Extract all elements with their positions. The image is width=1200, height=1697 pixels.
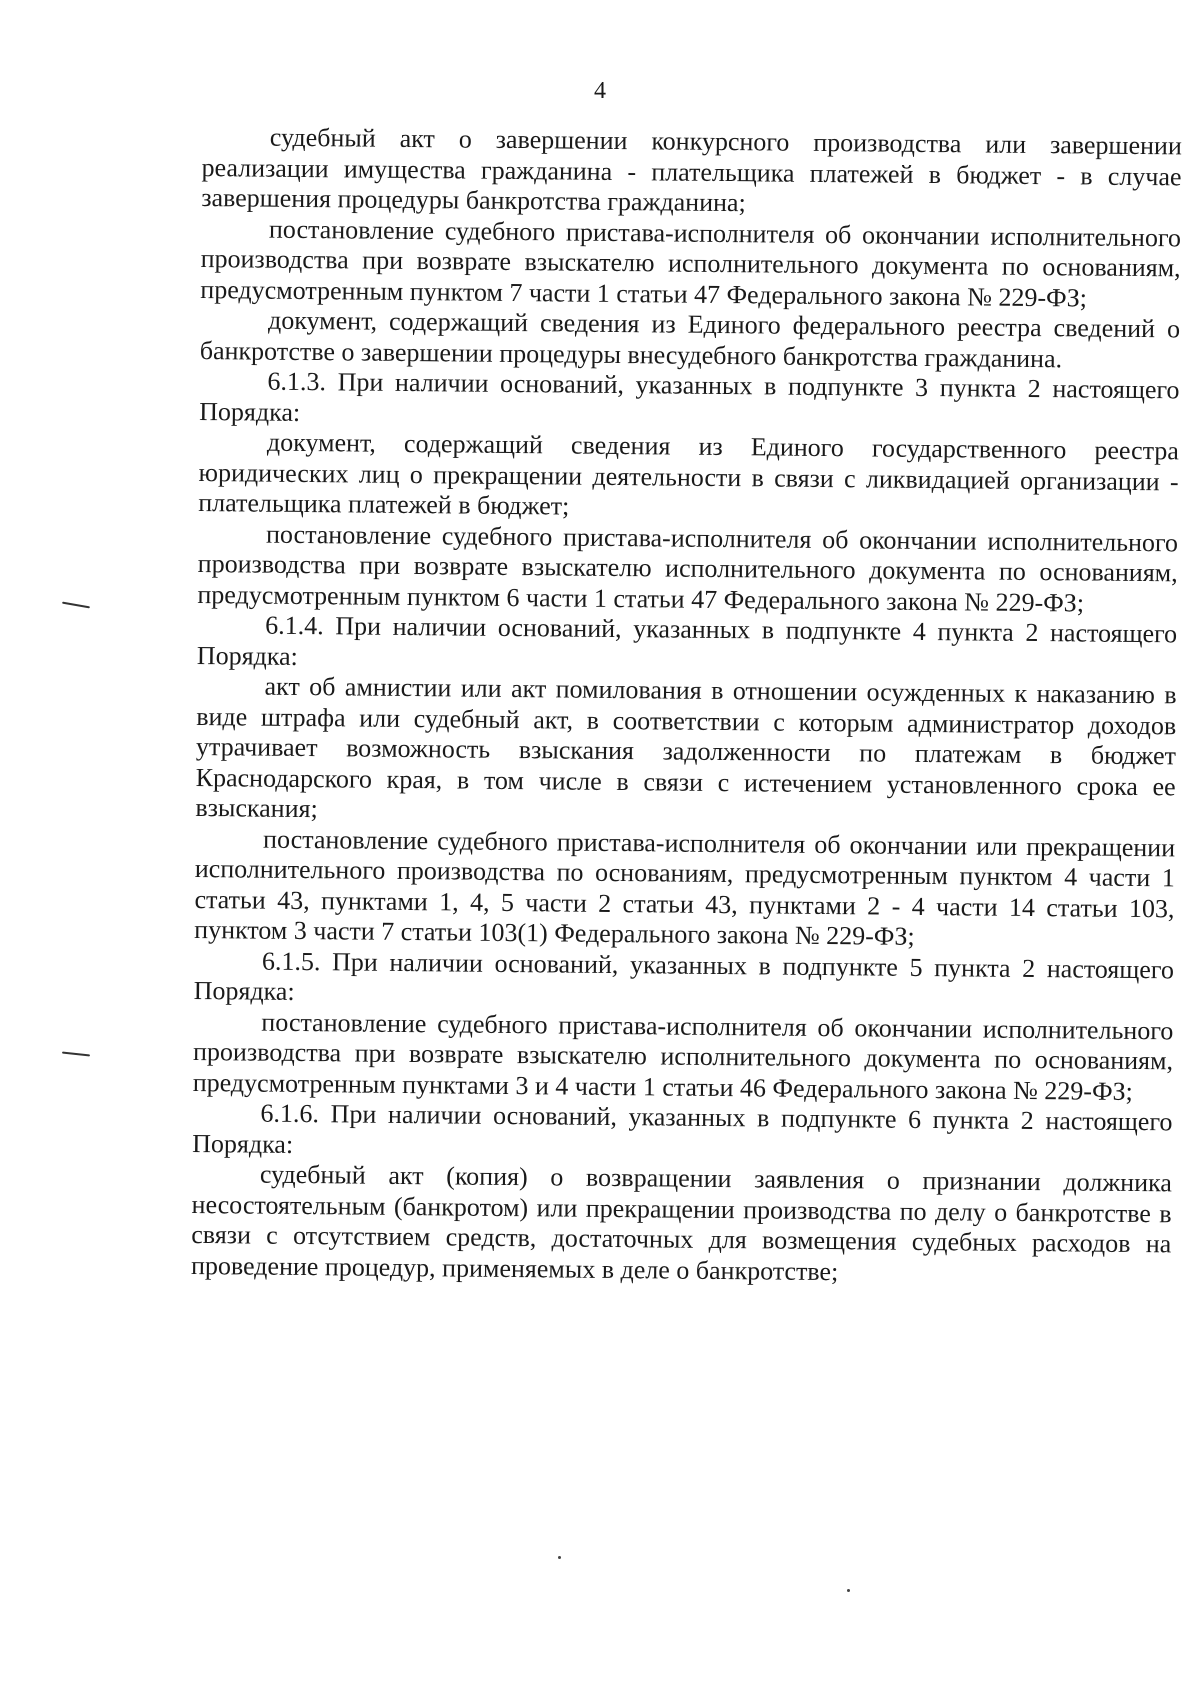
paragraph: судебный акт о завершении конкурсного производства или завершении реализации имущества гражданина - плательщика платежей в бюджет - в случае завершения процедуры банкротства гражданина; (201, 122, 1182, 218)
paragraph: документ, содержащий сведения из Единого федерального реестра сведений о банкротстве о завершении процедуры внесудебного банкротства гражданина. (199, 305, 1181, 373)
paragraph: документ, содержащий сведения из Единого государственного реестра юридических лиц о прекращении деятельности в связи с ликвидацией организации - плательщика платежей в бюджет; (198, 427, 1180, 521)
page-number: 4 (594, 78, 606, 104)
scan-speck (847, 1589, 850, 1592)
margin-mark (62, 602, 90, 609)
section-heading: 6.1.4. При наличии оснований, указанных в подпункте 4 пункта 2 настоящего Порядка: (196, 610, 1178, 671)
document-body (191, 122, 1182, 1290)
scan-speck (558, 1556, 561, 1559)
paragraph: постановление судебного пристава-исполнителя об окончании или прекращении исполнительного производства по основаниям, предусмотренным пунктом 4 части 1 статьи 43, пунктами 1, 4, 5 части 2 статьи 43, пунктами 2 - 4 части 14 статьи 103, пунктом 3 части 7 статьи 103(1) Федерального закона № 229-ФЗ; (194, 824, 1176, 951)
margin-mark (62, 1052, 90, 1057)
paragraph: акт об амнистии или акт помилования в отношении осужденных к наказанию в виде штрафа или судебный акт, в соответствии с которым администратор доходов утрачивает возможность взыскания задолженности по платежам в бюджет Краснодарского края, в том числе в связи с истечением установленного срока ее взыскания; (195, 671, 1177, 824)
section-heading: 6.1.3. При наличии оснований, указанных в подпункте 3 пункта 2 настоящего Порядка: (199, 366, 1180, 427)
paragraph: постановление судебного пристава-исполнителя об окончании исполнительного производства при возврате взыскателю исполнительного документа по основаниям, предусмотренным пунктом 7 части 1 статьи 47 Федерального закона № 229-ФЗ; (200, 214, 1182, 313)
section-heading: 6.1.6. При наличии оснований, указанных в подпункте 6 пункта 2 настоящего Порядка: (192, 1098, 1173, 1159)
section-heading: 6.1.5. При наличии оснований, указанных в подпункте 5 пункта 2 настоящего Порядка: (193, 946, 1175, 1006)
paragraph: судебный акт (копия) о возвращении заявления о признании должника несостоятельным (банкротом) или прекращении производства по делу о банкротстве в связи с отсутствием средств, достаточных для возмещения судебных расходов на проведение процедур, применяемых в деле о банкротстве; (190, 1159, 1173, 1286)
paragraph: постановление судебного пристава-исполнителя об окончании исполнительного производства при возврате взыскателю исполнительного документа по основаниям, предусмотренным пунктами 3 и 4 части 1 статьи 46 Федерального закона № 229-ФЗ; (192, 1007, 1174, 1106)
paragraph: постановление судебного пристава-исполнителя об окончании исполнительного производства при возврате взыскателю исполнительного документа по основаниям, предусмотренным пунктом 6 части 1 статьи 47 Федерального закона № 229-ФЗ; (197, 519, 1179, 617)
